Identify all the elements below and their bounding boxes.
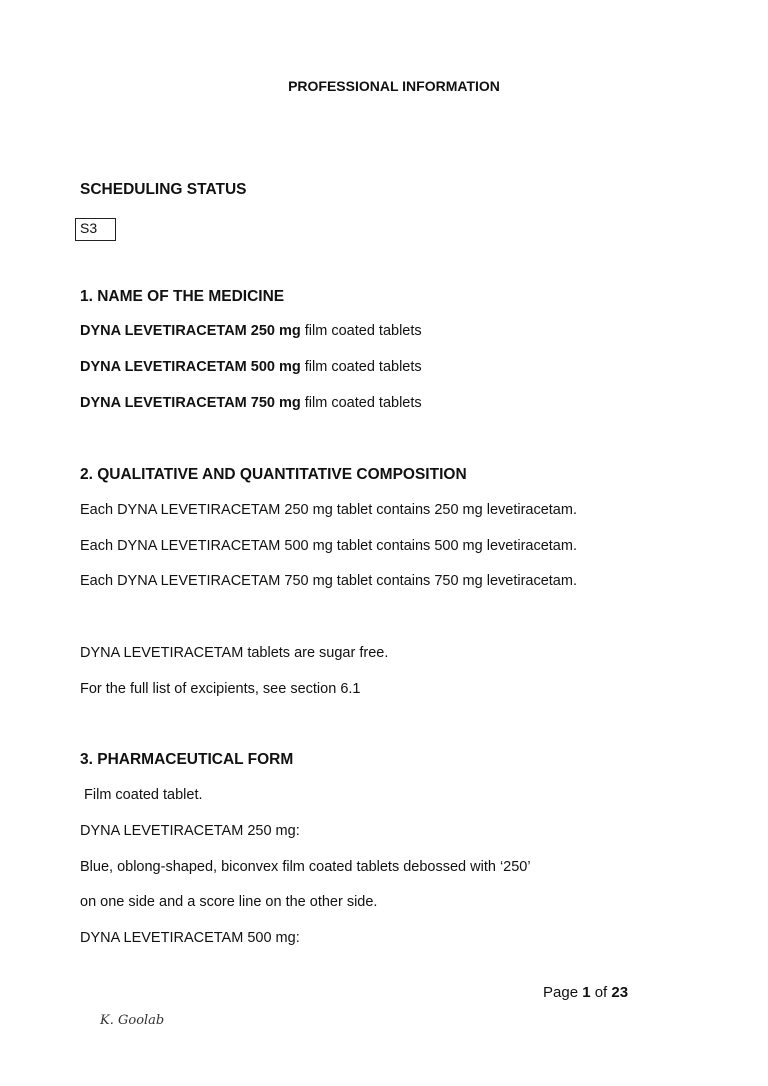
- medicine-name-line: [80, 323, 422, 339]
- form-line: Blue, oblong-shaped, biconvex film coated tablets debossed with ‘250’: [80, 859, 531, 875]
- section-2-heading: 2. QUALITATIVE AND QUANTITATIVE COMPOSITION: [80, 466, 467, 483]
- medicine-name-line: [80, 359, 422, 375]
- form-line: DYNA LEVETIRACETAM 250 mg:: [80, 823, 300, 839]
- page-number: [543, 984, 628, 1001]
- scheduling-status-value: S3: [80, 220, 98, 236]
- medicine-form: film coated tablets: [300, 323, 422, 339]
- form-line: Film coated tablet.: [80, 787, 203, 803]
- excipients-note: For the full list of excipients, see section 6.1: [80, 681, 361, 697]
- scheduling-status-box: [75, 218, 116, 241]
- medicine-form: film coated tablets: [300, 395, 422, 411]
- form-line: DYNA LEVETIRACETAM 500 mg:: [80, 930, 300, 946]
- page-of: of: [590, 984, 612, 1001]
- page-current: 1: [582, 984, 591, 1001]
- medicine-name-strength: DYNA LEVETIRACETAM 250 mg: [80, 323, 301, 339]
- medicine-name-line: [80, 395, 422, 411]
- sugar-free-note: DYNA LEVETIRACETAM tablets are sugar free.: [80, 645, 389, 661]
- medicine-name-strength: DYNA LEVETIRACETAM 750 mg: [80, 395, 301, 411]
- page-total: 23: [611, 984, 629, 1001]
- medicine-form: film coated tablets: [300, 359, 422, 375]
- scheduling-status-heading: SCHEDULING STATUS: [80, 181, 247, 198]
- document-title: PROFESSIONAL INFORMATION: [288, 78, 500, 94]
- composition-line: Each DYNA LEVETIRACETAM 500 mg tablet contains 500 mg levetiracetam.: [80, 538, 577, 554]
- medicine-name-strength: DYNA LEVETIRACETAM 500 mg: [80, 359, 301, 375]
- signature: K. Goolab: [100, 1013, 165, 1028]
- section-1-heading: 1. NAME OF THE MEDICINE: [80, 288, 285, 305]
- section-3-heading: 3. PHARMACEUTICAL FORM: [80, 751, 294, 768]
- page-prefix: Page: [543, 984, 583, 1001]
- form-line: on one side and a score line on the other side.: [80, 894, 378, 910]
- composition-line: Each DYNA LEVETIRACETAM 750 mg tablet contains 750 mg levetiracetam.: [80, 573, 577, 589]
- composition-line: Each DYNA LEVETIRACETAM 250 mg tablet contains 250 mg levetiracetam.: [80, 502, 577, 518]
